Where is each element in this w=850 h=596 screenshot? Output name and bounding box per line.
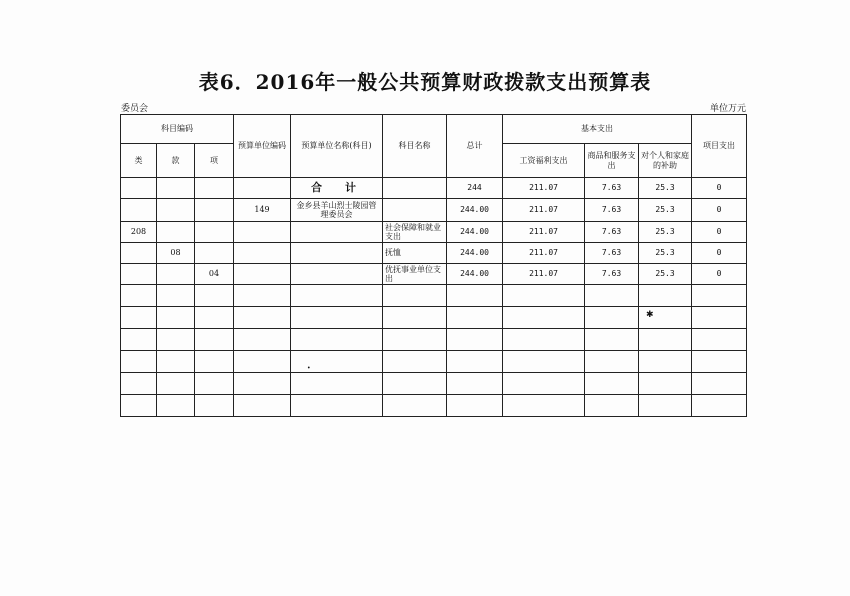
empty-cell xyxy=(585,351,639,373)
header-wages: 工资福利支出 xyxy=(503,144,585,178)
row-total: 244.00 xyxy=(447,199,503,222)
row-unit-code xyxy=(234,222,291,243)
empty-cell xyxy=(121,329,157,351)
empty-cell xyxy=(503,351,585,373)
empty-cell xyxy=(447,285,503,307)
row-kuan xyxy=(157,264,195,285)
total-goods: 7.63 xyxy=(585,178,639,199)
empty-rows xyxy=(121,285,747,417)
empty-cell xyxy=(234,373,291,395)
empty-cell xyxy=(692,329,747,351)
empty-row xyxy=(121,373,747,395)
row-goods: 7.63 xyxy=(585,199,639,222)
page-title: 表6．2016年一般公共预算财政拨款支出预算表 xyxy=(198,70,652,94)
empty-cell xyxy=(234,329,291,351)
empty-cell xyxy=(121,351,157,373)
empty-cell xyxy=(121,373,157,395)
row-total: 244.00 xyxy=(447,222,503,243)
row-xiang xyxy=(195,243,234,264)
row-wages: 211.07 xyxy=(503,222,585,243)
row-subject-name: 抚恤 xyxy=(383,243,447,264)
empty-cell xyxy=(234,351,291,373)
row-unit-name xyxy=(291,243,383,264)
row-goods: 7.63 xyxy=(585,222,639,243)
empty-cell xyxy=(639,373,692,395)
row-personal: 25.3 xyxy=(639,199,692,222)
empty-row xyxy=(121,285,747,307)
row-unit-name xyxy=(291,222,383,243)
empty-cell xyxy=(121,307,157,329)
empty-cell xyxy=(447,395,503,417)
empty-cell xyxy=(383,329,447,351)
empty-cell xyxy=(383,307,447,329)
empty-cell xyxy=(291,373,383,395)
row-kuan xyxy=(157,222,195,243)
empty-cell xyxy=(692,373,747,395)
budget-table xyxy=(120,114,747,417)
empty-cell xyxy=(447,373,503,395)
total-row xyxy=(121,178,747,199)
empty-cell xyxy=(157,395,195,417)
empty-cell xyxy=(157,285,195,307)
empty-cell xyxy=(157,329,195,351)
row-subject-name: 社会保障和就业支出 xyxy=(383,222,447,243)
table-row xyxy=(121,199,747,222)
row-unit-name xyxy=(291,264,383,285)
empty-cell xyxy=(585,395,639,417)
row-goods: 7.63 xyxy=(585,243,639,264)
empty-cell xyxy=(291,351,383,373)
empty-cell xyxy=(157,307,195,329)
stray-dot: • xyxy=(307,365,311,372)
header-budget-unit-code: 预算单位编码 xyxy=(234,115,291,178)
table-row xyxy=(121,264,747,285)
header-basic-expenditure: 基本支出 xyxy=(503,115,692,144)
header-kuan: 款 xyxy=(157,144,195,178)
empty-cell xyxy=(234,285,291,307)
empty-cell xyxy=(639,395,692,417)
data-rows xyxy=(121,199,747,285)
empty-cell xyxy=(692,395,747,417)
row-personal: 25.3 xyxy=(639,264,692,285)
empty-cell xyxy=(234,395,291,417)
row-subject-name: 优抚事业单位支出 xyxy=(383,264,447,285)
total-label: 合 计 xyxy=(291,178,383,199)
empty-row xyxy=(121,395,747,417)
empty-cell xyxy=(585,329,639,351)
header-subject-code: 科目编码 xyxy=(121,115,234,144)
total-amount: 244 xyxy=(447,178,503,199)
row-unit-code xyxy=(234,264,291,285)
empty-cell xyxy=(585,373,639,395)
empty-cell xyxy=(585,307,639,329)
empty-cell xyxy=(692,307,747,329)
empty-cell xyxy=(234,307,291,329)
empty-cell xyxy=(503,373,585,395)
empty-cell xyxy=(503,285,585,307)
empty-cell xyxy=(692,351,747,373)
empty-cell xyxy=(639,285,692,307)
row-total: 244.00 xyxy=(447,264,503,285)
table-row xyxy=(121,222,747,243)
row-project: 0 xyxy=(692,199,747,222)
empty-cell xyxy=(383,351,447,373)
empty-cell xyxy=(121,285,157,307)
empty-cell xyxy=(195,351,234,373)
row-wages: 211.07 xyxy=(503,199,585,222)
row-personal: 25.3 xyxy=(639,243,692,264)
empty-cell xyxy=(692,285,747,307)
header-personal-family: 对个人和家庭的补助 xyxy=(639,144,692,178)
empty-cell xyxy=(503,329,585,351)
empty-cell xyxy=(585,285,639,307)
empty-cell xyxy=(447,351,503,373)
row-total: 244.00 xyxy=(447,243,503,264)
header-total: 总计 xyxy=(447,115,503,178)
empty-cell xyxy=(195,373,234,395)
table-row xyxy=(121,243,747,264)
empty-cell xyxy=(383,395,447,417)
row-xiang xyxy=(195,222,234,243)
total-personal: 25.3 xyxy=(639,178,692,199)
header-subject-name: 科目名称 xyxy=(383,115,447,178)
row-lei xyxy=(121,199,157,222)
empty-cell xyxy=(291,307,383,329)
empty-cell xyxy=(195,329,234,351)
header-lei: 类 xyxy=(121,144,157,178)
empty-cell xyxy=(195,285,234,307)
empty-cell xyxy=(447,307,503,329)
empty-cell xyxy=(291,285,383,307)
row-wages: 211.07 xyxy=(503,264,585,285)
header-project-expenditure: 项目支出 xyxy=(692,115,747,178)
total-wages: 211.07 xyxy=(503,178,585,199)
row-subject-name xyxy=(383,199,447,222)
row-wages: 211.07 xyxy=(503,243,585,264)
empty-cell xyxy=(383,285,447,307)
row-xiang xyxy=(195,199,234,222)
unit-label: 单位万元 xyxy=(709,104,746,114)
row-goods: 7.63 xyxy=(585,264,639,285)
row-unit-code xyxy=(234,243,291,264)
row-project: 0 xyxy=(692,243,747,264)
empty-row xyxy=(121,329,747,351)
row-unit-name: 金乡县羊山烈士陵园管理委员会 xyxy=(291,199,383,222)
row-kuan xyxy=(157,199,195,222)
row-unit-code: 149 xyxy=(234,199,291,222)
empty-cell xyxy=(639,351,692,373)
empty-cell xyxy=(291,329,383,351)
header-xiang: 项 xyxy=(195,144,234,178)
empty-cell xyxy=(157,351,195,373)
empty-cell xyxy=(195,395,234,417)
header-budget-unit-name: 预算单位名称(科目) xyxy=(291,115,383,178)
empty-cell xyxy=(157,373,195,395)
row-personal: 25.3 xyxy=(639,222,692,243)
empty-cell xyxy=(121,395,157,417)
org-label: 委员会 xyxy=(121,104,149,114)
stray-mark: ✱ xyxy=(646,310,654,320)
row-lei: 208 xyxy=(121,222,157,243)
row-project: 0 xyxy=(692,264,747,285)
empty-cell xyxy=(291,395,383,417)
header-goods-services: 商品和服务支出 xyxy=(585,144,639,178)
empty-cell xyxy=(195,307,234,329)
row-kuan: 08 xyxy=(157,243,195,264)
row-project: 0 xyxy=(692,222,747,243)
empty-row xyxy=(121,351,747,373)
empty-cell xyxy=(383,373,447,395)
empty-cell xyxy=(447,329,503,351)
row-lei xyxy=(121,243,157,264)
row-lei xyxy=(121,264,157,285)
empty-cell xyxy=(503,307,585,329)
empty-cell xyxy=(503,395,585,417)
total-project: 0 xyxy=(692,178,747,199)
row-xiang: 04 xyxy=(195,264,234,285)
empty-cell xyxy=(639,329,692,351)
